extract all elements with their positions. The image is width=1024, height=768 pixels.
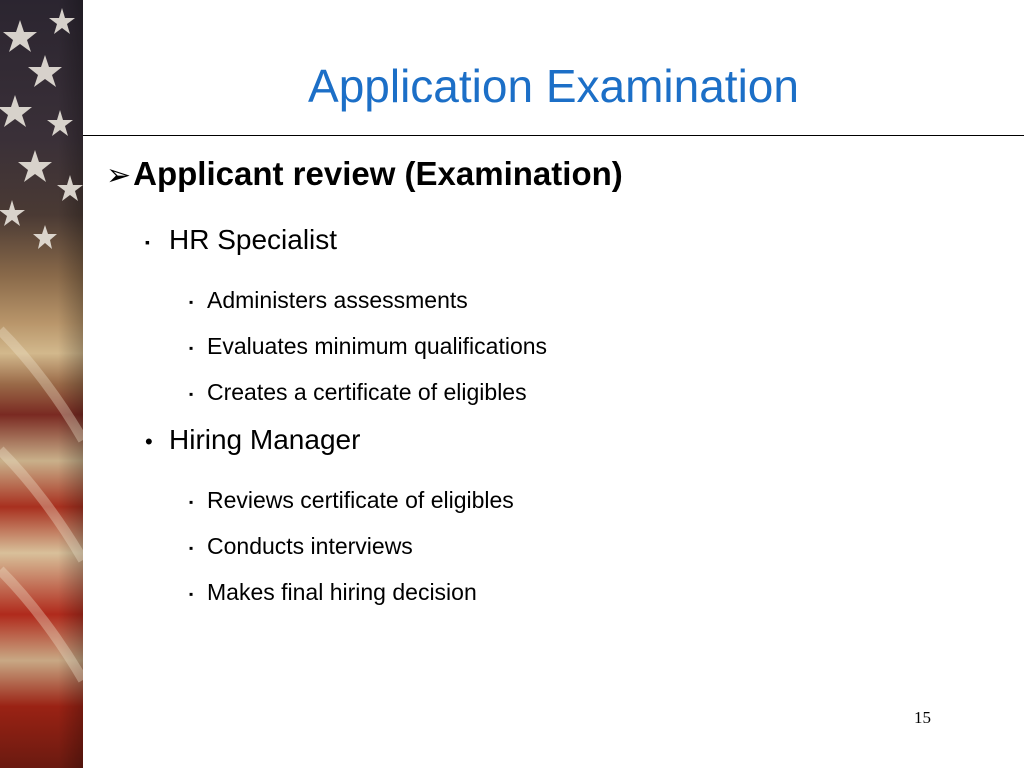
round-bullet-icon: • [145, 429, 153, 454]
heading-text: Applicant review (Examination) [133, 155, 623, 192]
section-label: Hiring Manager [169, 424, 361, 455]
list-item-text: Reviews certificate of eligibles [207, 487, 514, 513]
section-hr-specialist [145, 224, 337, 256]
title-divider [83, 135, 1024, 136]
arrow-bullet-icon: ➢ [106, 159, 132, 192]
list-item [189, 333, 547, 360]
section-label: HR Specialist [169, 224, 338, 255]
slide-title: Application Examination [308, 60, 799, 112]
square-bullet-icon: ▪ [189, 586, 194, 601]
list-item-text: Administers assessments [207, 287, 468, 313]
heading-bullet [106, 155, 623, 193]
square-bullet-icon: ▪ [145, 233, 150, 250]
square-bullet-icon: ▪ [189, 386, 194, 401]
flag-stars-icon [0, 0, 83, 768]
list-item [189, 533, 413, 560]
list-item-text: Conducts interviews [207, 533, 413, 559]
list-item [189, 487, 514, 514]
square-bullet-icon: ▪ [189, 494, 194, 509]
list-item-text: Creates a certificate of eligibles [207, 379, 527, 405]
list-item-text: Evaluates minimum qualifications [207, 333, 548, 359]
list-item [189, 379, 527, 406]
square-bullet-icon: ▪ [189, 340, 194, 355]
american-flag-image [0, 0, 83, 768]
square-bullet-icon: ▪ [189, 540, 194, 555]
list-item [189, 579, 477, 606]
section-hiring-manager [145, 424, 360, 456]
square-bullet-icon: ▪ [189, 294, 194, 309]
list-item [189, 287, 468, 314]
list-item-text: Makes final hiring decision [207, 579, 477, 605]
page-number: 15 [914, 708, 931, 727]
